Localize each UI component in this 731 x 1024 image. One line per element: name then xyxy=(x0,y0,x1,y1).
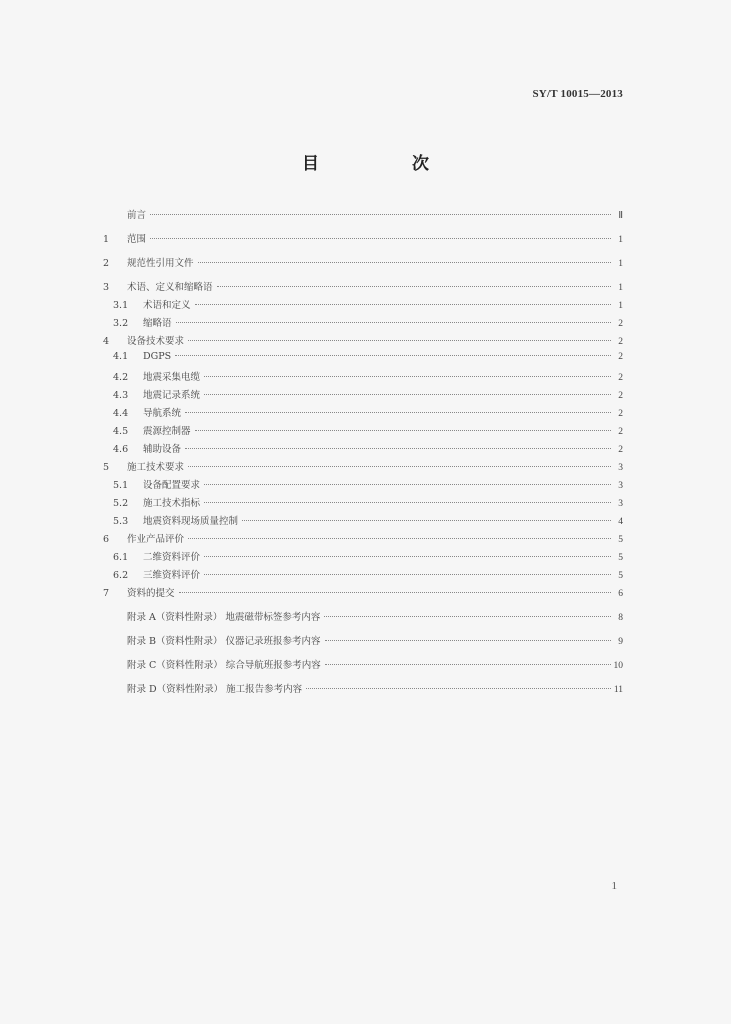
toc-entry-label: 设备技术要求 xyxy=(127,336,185,347)
toc-entry-label: 范围 xyxy=(127,234,147,245)
toc-entry[interactable] xyxy=(103,567,623,585)
toc-entry[interactable] xyxy=(103,633,623,651)
toc-entry[interactable] xyxy=(103,549,623,567)
toc-entry-label: 附录 A（资料性附录） 地震磁带标签参考内容 xyxy=(127,612,321,623)
document-code: SY/T 10015—2013 xyxy=(532,88,623,100)
toc-entry-page: 4 xyxy=(618,517,623,527)
toc-entry-page: 3 xyxy=(618,481,623,491)
toc-entry-label: 二维资料评价 xyxy=(143,552,201,563)
toc-entry-number: 6.1 xyxy=(113,552,129,563)
toc-entry-label: 术语和定义 xyxy=(143,300,191,311)
toc-entry-label: 附录 D（资料性附录） 施工报告参考内容 xyxy=(127,684,303,695)
toc-entry-page: 2 xyxy=(618,319,623,329)
toc-leader-dots xyxy=(204,574,611,575)
toc-entry-label: 设备配置要求 xyxy=(143,480,201,491)
toc-entry-label: 缩略语 xyxy=(143,318,172,329)
toc-entry-number: 7 xyxy=(103,588,110,599)
toc-entry-number: 6.2 xyxy=(113,570,129,581)
toc-entry-label: 地震记录系统 xyxy=(143,390,201,401)
toc-leader-dots xyxy=(204,556,611,557)
toc-leader-dots xyxy=(176,322,611,323)
toc-leader-dots xyxy=(179,592,611,593)
toc-entry-number: 5.1 xyxy=(113,480,129,491)
toc-entry-number: 4.3 xyxy=(113,390,129,401)
toc-entry-page: 11 xyxy=(613,685,623,695)
toc-entry-page: 2 xyxy=(618,352,623,362)
toc-entry[interactable] xyxy=(103,255,623,273)
toc-entry-label: 导航系统 xyxy=(143,408,182,419)
toc-leader-dots xyxy=(325,664,611,665)
toc-entry-page: 6 xyxy=(618,589,623,599)
toc-entry-number: 5 xyxy=(103,462,110,473)
toc-entry[interactable] xyxy=(103,495,623,513)
toc-entry[interactable] xyxy=(103,387,623,405)
toc-leader-dots xyxy=(188,466,611,467)
toc-entry-page: 10 xyxy=(613,661,623,671)
toc-entry-page: 2 xyxy=(618,409,623,419)
toc-entry-label: 地震采集电缆 xyxy=(143,372,201,383)
toc-entry-label: 地震资料现场质量控制 xyxy=(143,516,239,527)
toc-entry[interactable] xyxy=(103,513,623,531)
toc-entry-label: 作业产品评价 xyxy=(127,534,185,545)
toc-leader-dots xyxy=(325,640,611,641)
toc-entry-label: 前言 xyxy=(127,210,147,221)
toc-leader-dots xyxy=(188,340,611,341)
toc-leader-dots xyxy=(175,355,611,356)
toc-entry-label: 术语、定义和缩略语 xyxy=(127,282,213,293)
toc-entry[interactable] xyxy=(103,441,623,459)
toc-entry-label: 资料的提交 xyxy=(127,588,175,599)
toc-leader-dots xyxy=(242,520,611,521)
toc-entry-label: 施工技术要求 xyxy=(127,462,185,473)
toc-entry-page: 2 xyxy=(618,445,623,455)
toc-entry-number: 4.1 xyxy=(113,351,129,362)
toc-entry[interactable] xyxy=(103,609,623,627)
toc-entry-number: 4.2 xyxy=(113,372,129,383)
toc-entry[interactable] xyxy=(103,405,623,423)
toc-entry-page: 2 xyxy=(618,427,623,437)
toc-leader-dots xyxy=(204,376,611,377)
toc-entry[interactable] xyxy=(103,459,623,477)
toc-entry-number: 1 xyxy=(103,234,110,245)
toc-entry-page: 5 xyxy=(618,553,623,563)
toc-entry-number: 4 xyxy=(103,336,110,347)
toc-leader-dots xyxy=(198,262,611,263)
toc-entry-label: DGPS xyxy=(143,351,172,362)
toc-entry-label: 规范性引用文件 xyxy=(127,258,194,269)
toc-leader-dots xyxy=(204,484,611,485)
toc-entry-label: 三维资料评价 xyxy=(143,570,201,581)
toc-leader-dots xyxy=(150,214,611,215)
toc-entry[interactable] xyxy=(103,231,623,249)
toc-entry[interactable] xyxy=(103,351,623,369)
toc-entry-page: 9 xyxy=(618,637,623,647)
toc-leader-dots xyxy=(204,502,611,503)
toc-entry-page: 2 xyxy=(618,391,623,401)
page-number: 1 xyxy=(611,880,617,892)
toc-leader-dots xyxy=(306,688,611,689)
toc-entry[interactable] xyxy=(103,315,623,333)
toc-entry-page: 1 xyxy=(618,259,623,269)
toc-leader-dots xyxy=(204,394,611,395)
toc-leader-dots xyxy=(188,538,611,539)
toc-entry-page: 5 xyxy=(618,571,623,581)
toc-entry[interactable] xyxy=(103,333,623,351)
toc-leader-dots xyxy=(195,304,611,305)
toc-entry-number: 4.5 xyxy=(113,426,129,437)
toc-entry-number: 4.4 xyxy=(113,408,129,419)
toc-entry[interactable] xyxy=(103,657,623,675)
toc-entry-page: 5 xyxy=(618,535,623,545)
toc-entry[interactable] xyxy=(103,369,623,387)
toc-entry-page: 1 xyxy=(618,301,623,311)
toc-entry-number: 3 xyxy=(103,282,110,293)
toc-entry-number: 5.2 xyxy=(113,498,129,509)
toc-entry-label: 辅助设备 xyxy=(143,444,182,455)
toc-entry[interactable] xyxy=(103,681,623,699)
toc-entry-label: 附录 B（资料性附录） 仪器记录班报参考内容 xyxy=(127,636,321,647)
toc-entry[interactable] xyxy=(103,207,623,225)
toc-entry-number: 4.6 xyxy=(113,444,129,455)
toc-leader-dots xyxy=(185,412,611,413)
toc-entry-page: 1 xyxy=(618,235,623,245)
toc-entry-page: 2 xyxy=(618,337,623,347)
toc-entry[interactable] xyxy=(103,585,623,603)
toc-entry-number: 3.1 xyxy=(113,300,129,311)
toc-entry-label: 施工技术指标 xyxy=(143,498,201,509)
toc-entry-number: 6 xyxy=(103,534,110,545)
toc-entry[interactable] xyxy=(103,477,623,495)
toc-entry-number: 5.3 xyxy=(113,516,129,527)
table-of-contents xyxy=(103,207,623,699)
toc-entry-page: Ⅱ xyxy=(618,211,623,221)
toc-entry-page: 2 xyxy=(618,373,623,383)
toc-entry-page: 3 xyxy=(618,463,623,473)
toc-entry[interactable] xyxy=(103,423,623,441)
toc-leader-dots xyxy=(150,238,611,239)
toc-entry-number: 3.2 xyxy=(113,318,129,329)
toc-entry-page: 1 xyxy=(618,283,623,293)
toc-leader-dots xyxy=(185,448,611,449)
page-title: 目 次 xyxy=(302,154,467,174)
toc-entry[interactable] xyxy=(103,279,623,297)
toc-entry-label: 震源控制器 xyxy=(143,426,191,437)
toc-leader-dots xyxy=(217,286,611,287)
toc-entry[interactable] xyxy=(103,297,623,315)
toc-entry-page: 3 xyxy=(618,499,623,509)
toc-entry-label: 附录 C（资料性附录） 综合导航班报参考内容 xyxy=(127,660,321,671)
toc-leader-dots xyxy=(324,616,611,617)
toc-entry-page: 8 xyxy=(618,613,623,623)
toc-entry[interactable] xyxy=(103,531,623,549)
toc-leader-dots xyxy=(195,430,611,431)
toc-entry-number: 2 xyxy=(103,258,110,269)
